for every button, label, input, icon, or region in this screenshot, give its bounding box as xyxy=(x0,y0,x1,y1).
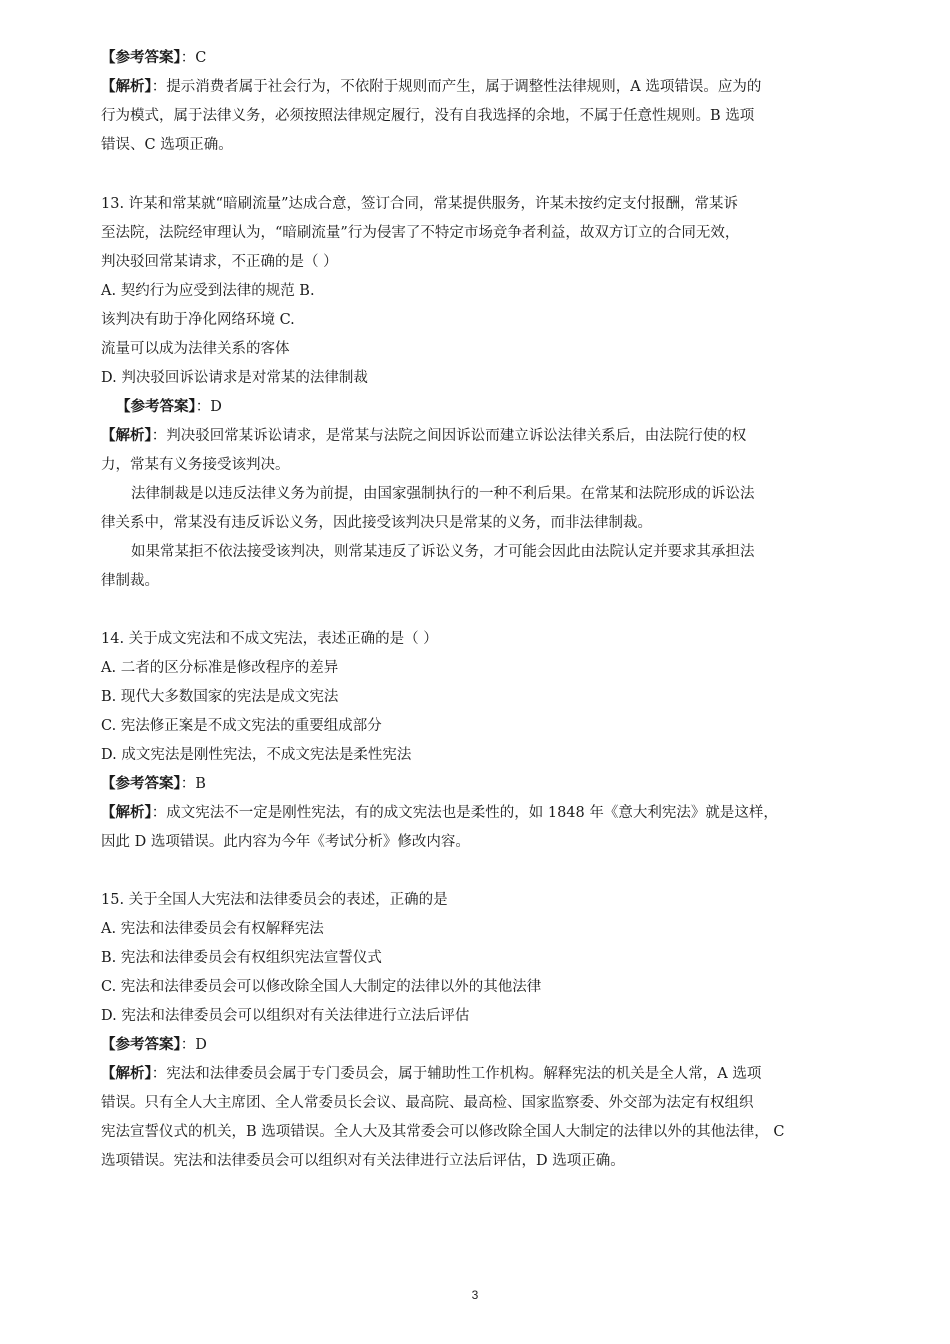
analysis-line-13-3: 法律制裁是以违反法律义务为前提，由国家强制执行的一种不利后果。在常某和法院形成的诉讼法 xyxy=(131,486,755,502)
question-13-stem-3: 判决驳回常某请求，不正确的是（ ） xyxy=(101,254,338,270)
analysis-line-13-5: 如果常某拒不依法接受该判决，则常某违反了诉讼义务，才可能会因此由法院认定并要求其承担法 xyxy=(131,544,755,560)
page-number: 3 xyxy=(471,1288,479,1302)
question-15-option-c: C. 宪法和法律委员会可以修改除全国人大制定的法律以外的其他法律 xyxy=(101,979,542,995)
question-15-stem: 15. 关于全国人大宪法和法律委员会的表述，正确的是 xyxy=(101,892,448,908)
analysis-line-14-2: 因此 D 选项错误。此内容为今年《考试分析》修改内容。 xyxy=(101,834,470,850)
analysis-label: 【解析】 xyxy=(101,428,152,444)
answer-label: 【参考答案】 xyxy=(101,50,181,66)
analysis-line-12-2: 行为模式，属于法律义务，必须按照法律规定履行，没有自我选择的余地，不属于任意性规则。B 选项 xyxy=(101,108,755,124)
analysis-label: 【解析】 xyxy=(101,79,152,95)
answer-label: 【参考答案】 xyxy=(101,1037,181,1053)
question-13-option-line-3: 流量可以成为法律关系的客体 xyxy=(101,341,290,357)
question-14-option-a: A. 二者的区分标准是修改程序的差异 xyxy=(101,660,339,676)
question-13-option-line-1: A. 契约行为应受到法律的规范 B. xyxy=(101,283,315,299)
analysis-label: 【解析】 xyxy=(101,805,152,821)
question-14-option-d: D. 成文宪法是刚性宪法，不成文宪法是柔性宪法 xyxy=(101,747,412,763)
question-14-option-c: C. 宪法修正案是不成文宪法的重要组成部分 xyxy=(101,718,382,734)
analysis-text: ：宪法和法律委员会属于专门委员会，属于辅助性工作机构。解释宪法的机关是全人常，A 选项 xyxy=(151,1066,762,1082)
answer-value: ：D xyxy=(195,399,222,415)
analysis-line-15-3: 宪法宣誓仪式的机关，B 选项错误。全人大及其常委会可以修改除全国人大制定的法律以外的其他法律， C xyxy=(101,1124,785,1140)
question-13-stem-1: 13. 许某和常某就“暗刷流量”达成合意，签订合同，常某提供服务，许某未按约定支付报酬，常某诉 xyxy=(101,196,738,212)
analysis-text: ：成文宪法不一定是刚性宪法，有的成文宪法也是柔性的，如 1848 年《意大利宪法》就是这样， xyxy=(151,805,778,821)
analysis-line-14-1 xyxy=(101,803,778,823)
question-13-option-line-4: D. 判决驳回诉讼请求是对常某的法律制裁 xyxy=(101,370,368,386)
answer-label: 【参考答案】 xyxy=(101,776,181,792)
answer-label: 【参考答案】 xyxy=(116,399,196,415)
question-13-stem-2: 至法院，法院经审理认为，“暗刷流量”行为侵害了不特定市场竞争者利益，故双方订立的合同无效， xyxy=(101,225,740,241)
analysis-line-13-6: 律制裁。 xyxy=(101,573,159,589)
analysis-text: ：提示消费者属于社会行为，不依附于规则而产生，属于调整性法律规则，A 选项错误。应为的 xyxy=(151,79,762,95)
answer-line-15 xyxy=(101,1035,207,1055)
analysis-line-13-4: 律关系中，常某没有违反诉讼义务，因此接受该判决只是常某的义务，而非法律制裁。 xyxy=(101,515,652,531)
analysis-label: 【解析】 xyxy=(101,1066,152,1082)
question-15-option-a: A. 宪法和法律委员会有权解释宪法 xyxy=(101,921,324,937)
analysis-line-12-3: 错误、C 选项正确。 xyxy=(101,137,233,153)
answer-line-13 xyxy=(116,397,222,417)
analysis-text: ：判决驳回常某诉讼请求，是常某与法院之间因诉讼而建立诉讼法律关系后，由法院行使的权 xyxy=(151,428,747,444)
answer-line-14 xyxy=(101,774,206,794)
answer-value: ：B xyxy=(180,776,206,792)
analysis-line-15-1 xyxy=(101,1064,761,1084)
analysis-line-13-2: 力，常某有义务接受该判决。 xyxy=(101,457,290,473)
analysis-line-15-4: 选项错误。宪法和法律委员会可以组织对有关法律进行立法后评估，D 选项正确。 xyxy=(101,1153,625,1169)
question-14-stem: 14. 关于成文宪法和不成文宪法，表述正确的是（ ） xyxy=(101,631,438,647)
question-13-option-line-2: 该判决有助于净化网络环境 C. xyxy=(101,312,295,328)
analysis-line-12-1 xyxy=(101,77,761,97)
answer-value: ：C xyxy=(180,50,207,66)
question-14-option-b: B. 现代大多数国家的宪法是成文宪法 xyxy=(101,689,339,705)
question-15-option-b: B. 宪法和法律委员会有权组织宪法宣誓仪式 xyxy=(101,950,382,966)
answer-line-12 xyxy=(101,48,206,68)
answer-value: ：D xyxy=(180,1037,207,1053)
analysis-line-13-1 xyxy=(101,426,746,446)
question-15-option-d: D. 宪法和法律委员会可以组织对有关法律进行立法后评估 xyxy=(101,1008,470,1024)
analysis-line-15-2: 错误。只有全人大主席团、全人常委员长会议、最高院、最高检、国家监察委、外交部为法定有权组织 xyxy=(101,1095,754,1111)
